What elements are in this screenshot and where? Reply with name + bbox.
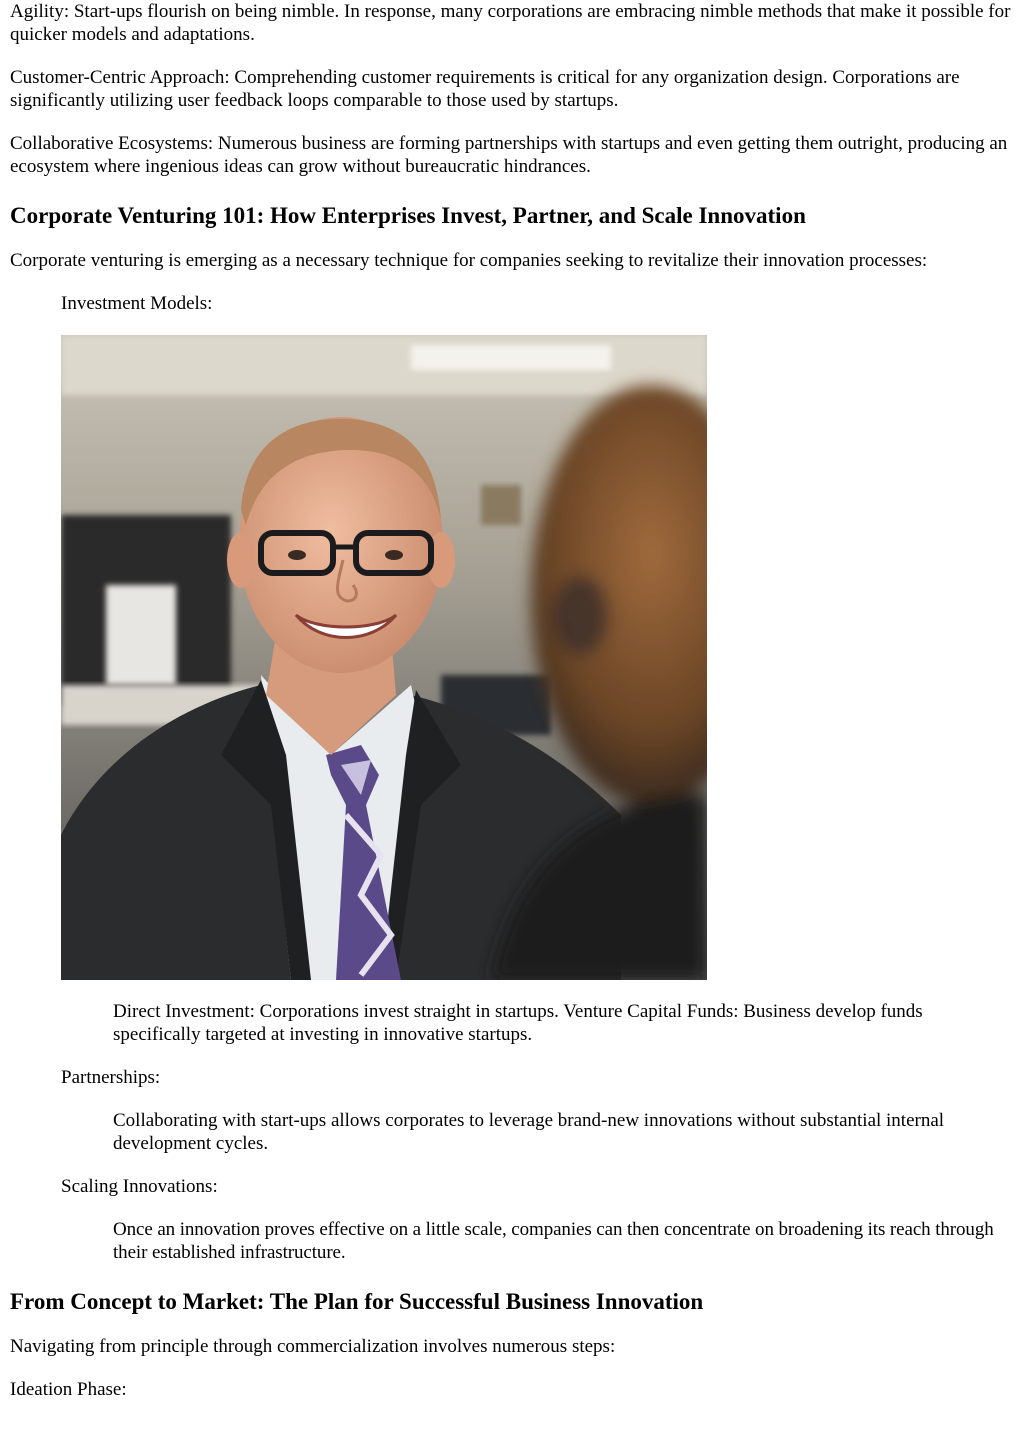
paragraph-collaborative: Collaborative Ecosystems: Numerous business are forming partnerships with startups and even getting them outright, producing an ecosystem where ingenious ideas can grow without bureaucratic hindrances. [10, 133, 1008, 177]
heading-corporate-venturing: Corporate Venturing 101: How Enterprises Invest, Partner, and Scale Innovation [10, 203, 806, 228]
label-partnerships: Partnerships: [61, 1067, 161, 1088]
photo-businessman-smiling [61, 335, 707, 980]
intro-corporate-venturing: Corporate venturing is emerging as a necessary technique for companies seeking to revitalize their innovation processes: [10, 250, 928, 271]
paragraph-agility: Agility: Start-ups flourish on being nimble. In response, many corporations are embracing nimble methods that make it possible for quicker models and adaptations. [10, 1, 1011, 45]
paragraph-customer-centric: Customer-Centric Approach: Comprehending customer requirements is critical for any organization design. Corporations are significantly utilizing user feedback loops comparable to those used by startups. [10, 67, 960, 111]
label-investment-models: Investment Models: [61, 293, 213, 314]
label-ideation-phase: Ideation Phase: [10, 1379, 127, 1400]
text-scaling-innovations: Once an innovation proves effective on a little scale, companies can then concentrate on broadening its reach through their established infrastructure. [113, 1219, 994, 1263]
intro-concept-to-market: Navigating from principle through commercialization involves numerous steps: [10, 1336, 616, 1357]
text-partnerships: Collaborating with start-ups allows corporates to leverage brand-new innovations without substantial internal development cycles. [113, 1110, 945, 1154]
heading-concept-to-market: From Concept to Market: The Plan for Successful Business Innovation [10, 1289, 704, 1314]
text-investment-models: Direct Investment: Corporations invest straight in startups. Venture Capital Funds: Business develop funds specifically targeted at investing in innovative startups. [113, 1001, 923, 1045]
label-scaling-innovations: Scaling Innovations: [61, 1176, 218, 1197]
